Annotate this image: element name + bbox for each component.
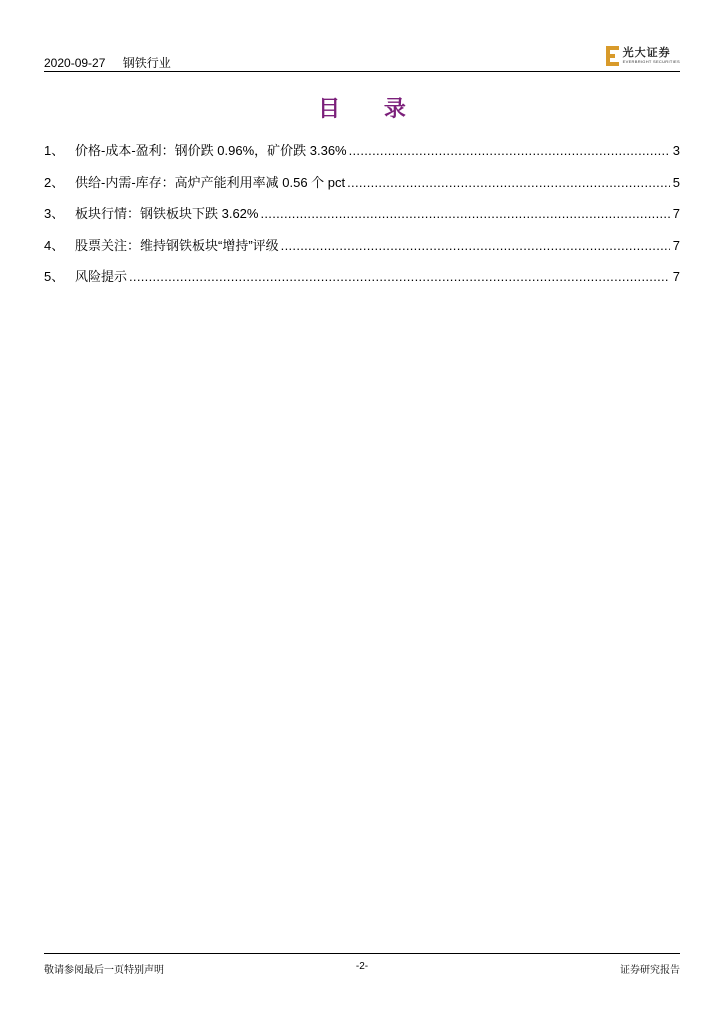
toc-entry[interactable] (44, 140, 680, 172)
table-of-contents (44, 140, 680, 298)
toc-entry-page[interactable]: 7 (672, 206, 680, 222)
toc-leader-dots (281, 238, 670, 253)
toc-leader-dots (129, 269, 670, 284)
logo-name-en: EVERBRIGHT SECURITIES (622, 59, 680, 64)
toc-entry-number: 2、 (44, 174, 65, 190)
toc-entry-number: 5、 (44, 269, 65, 285)
header-divider (44, 71, 680, 72)
page-footer (44, 961, 680, 976)
toc-entry-number: 3、 (44, 206, 65, 222)
toc-entry-number: 4、 (44, 237, 65, 253)
toc-entry-page[interactable]: 3 (672, 143, 680, 158)
toc-title: 目 录 (318, 96, 424, 122)
logo-name-cn: 光大证券 (622, 46, 671, 59)
page-header (44, 54, 185, 71)
footer-disclaimer: 敬请参阅最后一页特别声明 (44, 965, 164, 976)
toc-entry[interactable] (44, 203, 680, 235)
page-number: -2- (355, 961, 369, 972)
toc-entry-page[interactable]: 5 (672, 174, 680, 190)
toc-entry-text[interactable]: 板块行情：钢铁板块下跌 3.62% (75, 206, 259, 222)
toc-entry-page[interactable]: 7 (672, 269, 680, 285)
toc-entry-number: 1、 (44, 143, 65, 158)
toc-leader-dots (347, 175, 670, 190)
toc-leader-dots (260, 206, 670, 221)
sector-label: 钢铁行业 (122, 56, 171, 70)
everbright-logo-icon (606, 46, 619, 66)
report-date: 2020-09-27 (44, 56, 106, 70)
toc-entry-text[interactable]: 风险提示 (75, 269, 128, 285)
company-logo (606, 46, 680, 66)
footer-divider (44, 953, 680, 954)
toc-entry[interactable] (44, 235, 680, 267)
toc-entry-page[interactable]: 7 (672, 237, 680, 253)
toc-leader-dots (349, 143, 670, 158)
toc-entry-text[interactable]: 供给-内需-库存：高炉产能利用率减 0.56 个 pct (75, 174, 346, 190)
toc-entry[interactable] (44, 266, 680, 298)
toc-entry-text[interactable]: 股票关注：维持钢铁板块“增持”评级 (75, 237, 279, 253)
toc-entry[interactable] (44, 172, 680, 204)
footer-report-type: 证券研究报告 (620, 965, 680, 976)
toc-entry-text[interactable]: 价格-成本-盈利：钢价跌 0.96%，矿价跌 3.36% (75, 143, 347, 158)
